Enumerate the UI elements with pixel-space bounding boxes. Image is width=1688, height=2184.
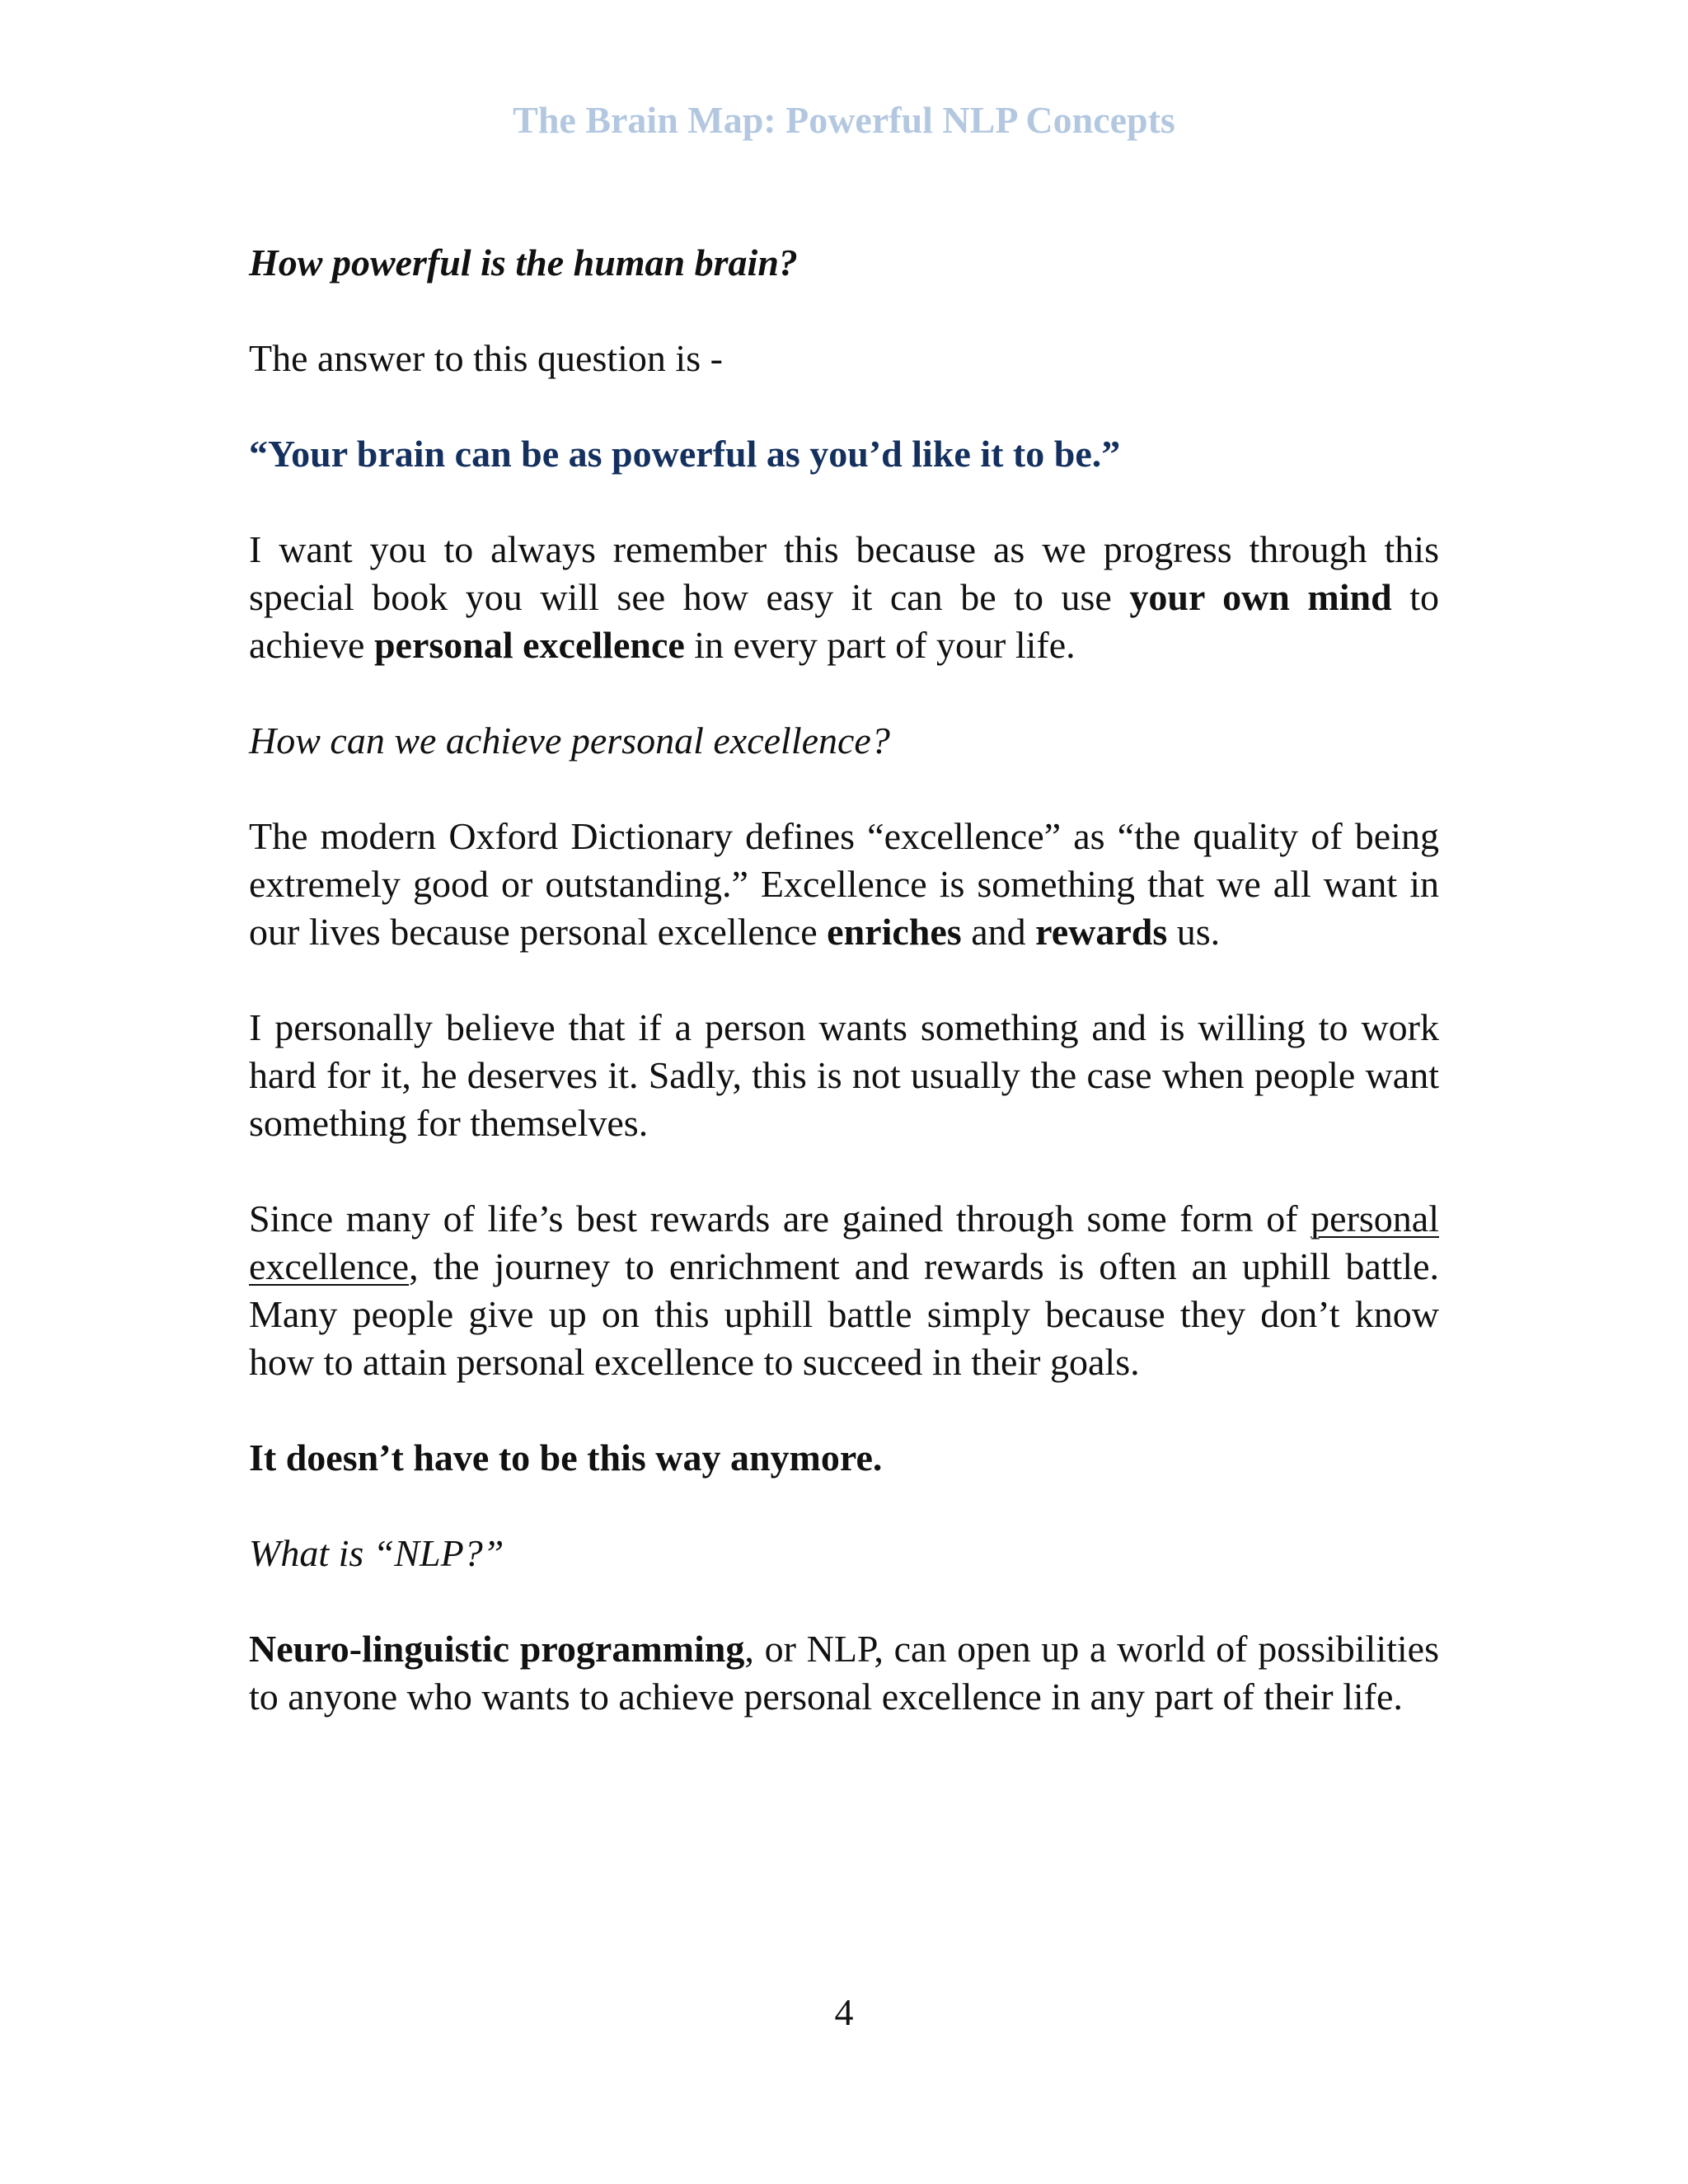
bold-word-enriches: enriches: [827, 911, 962, 953]
highlighted-quote: “Your brain can be as powerful as you’d like it to be.”: [249, 433, 1121, 475]
underlined-phrase-personal-excellence: personal excellence: [249, 1197, 1439, 1287]
subheading-achieve-excellence: How can we achieve personal excellence?: [249, 719, 890, 762]
bold-phrase-your-own-mind: your own mind: [1129, 576, 1392, 618]
paragraph-oxford-definition: [249, 813, 1439, 956]
bold-term-neuro-linguistic-programming: Neuro-linguistic programming: [249, 1628, 745, 1670]
paragraph-own-mind: [249, 526, 1439, 669]
bold-phrase-personal-excellence: personal excellence: [373, 624, 685, 666]
answer-intro: The answer to this question is -: [249, 337, 723, 379]
text-segment: us.: [1167, 911, 1221, 953]
paragraph-nlp-definition: [249, 1625, 1439, 1721]
page-number: 4: [834, 1991, 854, 2033]
heading-question: How powerful is the human brain?: [249, 241, 798, 284]
text-segment: in every part of your life.: [684, 624, 1076, 666]
bold-word-rewards: rewards: [1035, 911, 1168, 953]
text-segment: Since many of life’s best rewards are gained through some form of: [249, 1197, 1311, 1240]
text-segment: , the journey to enrichment and rewards is often an uphill battle. Many people give up on this uphill battle simply because they don’t know how to attain personal excellence to succeed in their goals.: [249, 1245, 1439, 1383]
paragraph-uphill-battle: [249, 1195, 1439, 1386]
text-segment: and: [961, 911, 1036, 953]
page-body: [249, 239, 1439, 1769]
subheading-what-is-nlp: What is “NLP?”: [249, 1532, 504, 1574]
bold-statement: It doesn’t have to be this way anymore.: [249, 1436, 883, 1479]
paragraph-personal-belief: I personally believe that if a person wants something and is willing to work hard for it, he deserves it. Sadly, this is not usually the case when people want something for themselves.: [249, 1006, 1439, 1144]
text-segment: , or NLP, can open up a world of possibilities to anyone who wants to achieve personal excellence in any part of their life.: [249, 1628, 1440, 1718]
text-segment: to achieve: [249, 576, 1440, 666]
text-segment: I want you to always remember this because as we progress through this special book you will see how easy it can be to use: [249, 528, 1439, 618]
page-header-title: The Brain Map: Powerful NLP Concepts: [513, 99, 1175, 141]
text-segment: The modern Oxford Dictionary defines “excellence” as “the quality of being extremely good or outstanding.” Excellence is something that we all want in our lives because personal excellence: [249, 815, 1439, 953]
